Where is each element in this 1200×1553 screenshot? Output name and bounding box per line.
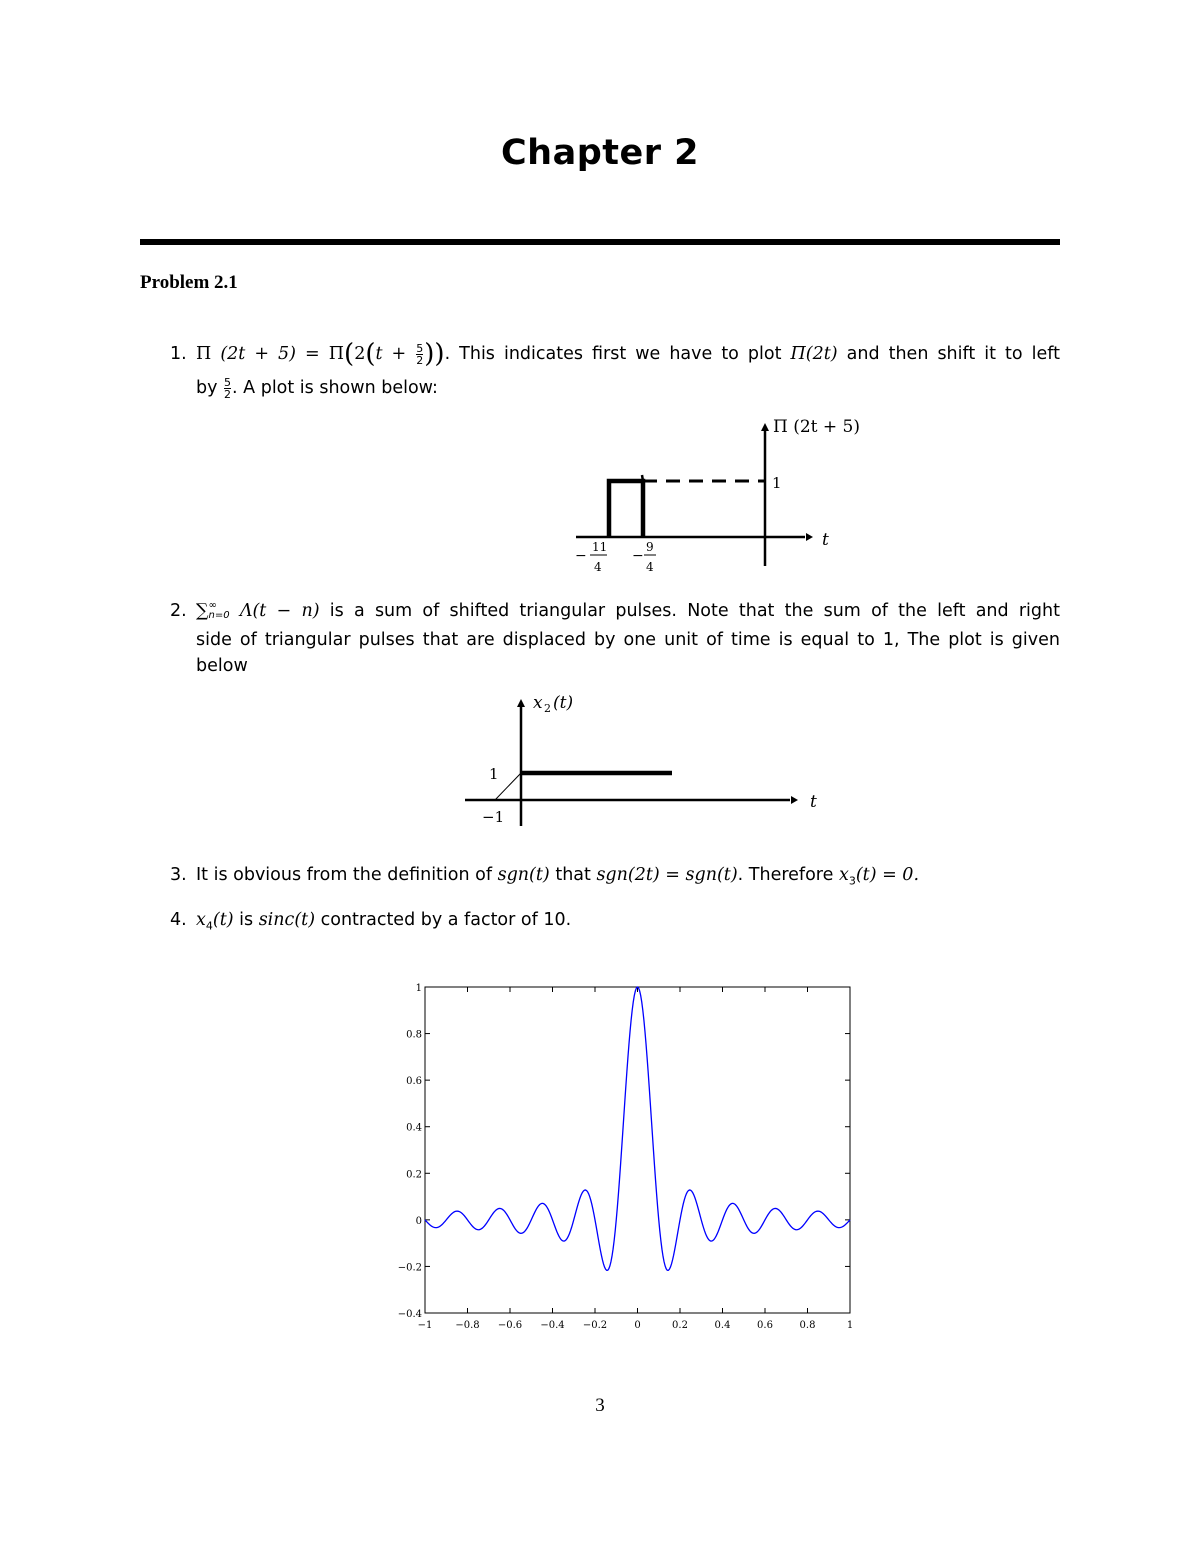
y-tick-label: 1: [415, 983, 422, 994]
y-tick-label: 0.4: [406, 1122, 422, 1134]
sinc-t: sinc(t): [258, 910, 316, 930]
x-tick-label: −0.8: [455, 1320, 480, 1331]
level-label: 1: [489, 765, 499, 783]
item-1-text-c: and then shift it to left: [846, 344, 1060, 364]
pi-two-t: Π(2t): [790, 344, 838, 364]
big-paren-open: (: [344, 339, 355, 369]
item-2-text-1: is a sum of shifted triangular pulses. Note that the sum of the left and right: [329, 601, 1060, 621]
item-4-text-b: contracted by a factor of 10.: [320, 910, 572, 930]
x-axis-label: t: [810, 792, 817, 812]
x-tick-label: 1: [846, 1320, 854, 1331]
x4-argument: (t): [212, 910, 234, 930]
item-number: 3.: [170, 865, 187, 885]
y-axis-label-sub: 2: [544, 702, 551, 715]
x3-subscript: 3: [848, 874, 856, 888]
chapter-title: Chapter 2: [500, 133, 700, 173]
x-tick-label: −0.6: [497, 1320, 523, 1331]
x-axis-label: t: [822, 530, 829, 550]
x-tick-label: −1: [417, 1320, 433, 1331]
x3-equation: (t) = 0.: [855, 865, 920, 885]
y-axis-arrow: [517, 699, 525, 707]
sgn-t: sgn(t): [497, 865, 550, 885]
x-tick-label: −0.2: [582, 1320, 608, 1331]
figure-1-rect-pulse: [560, 410, 880, 580]
x4-symbol: x: [196, 910, 206, 930]
scale-factor: 2: [354, 344, 366, 364]
pi-symbol: Π: [196, 344, 212, 364]
item-1-text-e: . A plot is shown below:: [232, 378, 438, 398]
plot-frame: [425, 987, 850, 1313]
tick-1-denominator: 4: [594, 560, 602, 574]
fraction-five-halves-2: $\frac{5}{2}$: [224, 375, 232, 401]
tick-1-minus: −: [575, 548, 587, 564]
y-tick-label: −0.2: [397, 1262, 422, 1274]
item-1-text-d: by: [196, 378, 218, 398]
title-rule: [140, 239, 1060, 245]
sinc-chart: [380, 975, 870, 1340]
y-tick-label: 0.8: [406, 1029, 422, 1041]
x-tick-label: −0.4: [540, 1320, 565, 1331]
page-number: 3: [595, 1395, 605, 1416]
x3-symbol: x: [838, 865, 849, 885]
item-3-text-c: . Therefore: [737, 865, 834, 885]
sgn-equation: sgn(2t) = sgn(t): [596, 865, 738, 885]
pi-argument: (2t + 5): [220, 344, 296, 364]
x-tick-label: 0.6: [757, 1320, 773, 1331]
y-tick-label: 0.6: [406, 1076, 422, 1088]
item-3-line: [196, 862, 1060, 895]
item-4-line: [196, 907, 1060, 940]
y-axis-label-tail: (t): [553, 693, 574, 713]
item-1-line-2: [196, 375, 1060, 402]
item-2-line-3: below: [196, 656, 248, 676]
item-1-text-a: . This indicates first we have to plot: [444, 344, 782, 364]
x-tick-label: 0.4: [714, 1320, 731, 1331]
y-axis-label: Π (2t + 5): [773, 417, 861, 437]
pulse-outline: [609, 481, 643, 537]
neg-label: −1: [482, 808, 505, 826]
item-3-text-a: It is obvious from the definition of: [196, 865, 493, 885]
pulse-tick: [642, 475, 643, 481]
tick-2-minus: −: [632, 548, 644, 564]
y-tick-label: 0.2: [406, 1169, 422, 1181]
shift-variable: t +: [375, 344, 407, 364]
x4-subscript: 4: [205, 919, 213, 933]
item-4-text-a: is: [239, 910, 254, 930]
item-1-line-1: [196, 341, 1060, 368]
y-axis-label: x: [533, 693, 543, 713]
tick-1-numerator: 11: [592, 540, 608, 554]
tick-2-denominator: 4: [646, 560, 654, 574]
item-number: 2.: [170, 601, 187, 621]
fraction-five-halves: $\frac{5}{2}$: [416, 341, 424, 367]
y-tick-label: −0.4: [397, 1309, 422, 1320]
item-2-line-2: side of triangular pulses that are displaced by one unit of time is equal to 1, The plot is given: [196, 630, 1060, 650]
triangle-expression: Λ(t − n): [239, 601, 320, 621]
figure-2-step: [455, 680, 845, 835]
equals-sign: =: [305, 344, 320, 364]
big-paren-open-inner: (: [365, 339, 376, 369]
x-tick-label: 0: [634, 1320, 641, 1331]
item-2-line-1: [196, 598, 1060, 625]
pi-symbol-rhs: Π: [328, 344, 345, 364]
ramp-line: [495, 773, 521, 800]
x-tick-label: 0.8: [799, 1320, 816, 1331]
tick-2-numerator: 9: [646, 540, 654, 554]
item-number: 4.: [170, 910, 187, 930]
sum-limits: ∞ n=0: [208, 600, 230, 621]
y-tick-label: 0: [415, 1215, 422, 1227]
y-axis-arrow: [761, 423, 769, 431]
big-paren-close: )): [424, 339, 445, 369]
x-axis-arrow: [806, 533, 813, 541]
x-axis-arrow: [791, 796, 798, 804]
sum-symbol: ∑: [196, 601, 209, 621]
level-label: 1: [772, 474, 782, 492]
problem-title: Problem 2.1: [140, 272, 238, 293]
item-3-text-b: that: [555, 865, 591, 885]
item-number: 1.: [170, 344, 187, 364]
x-tick-label: 0.2: [672, 1320, 688, 1331]
